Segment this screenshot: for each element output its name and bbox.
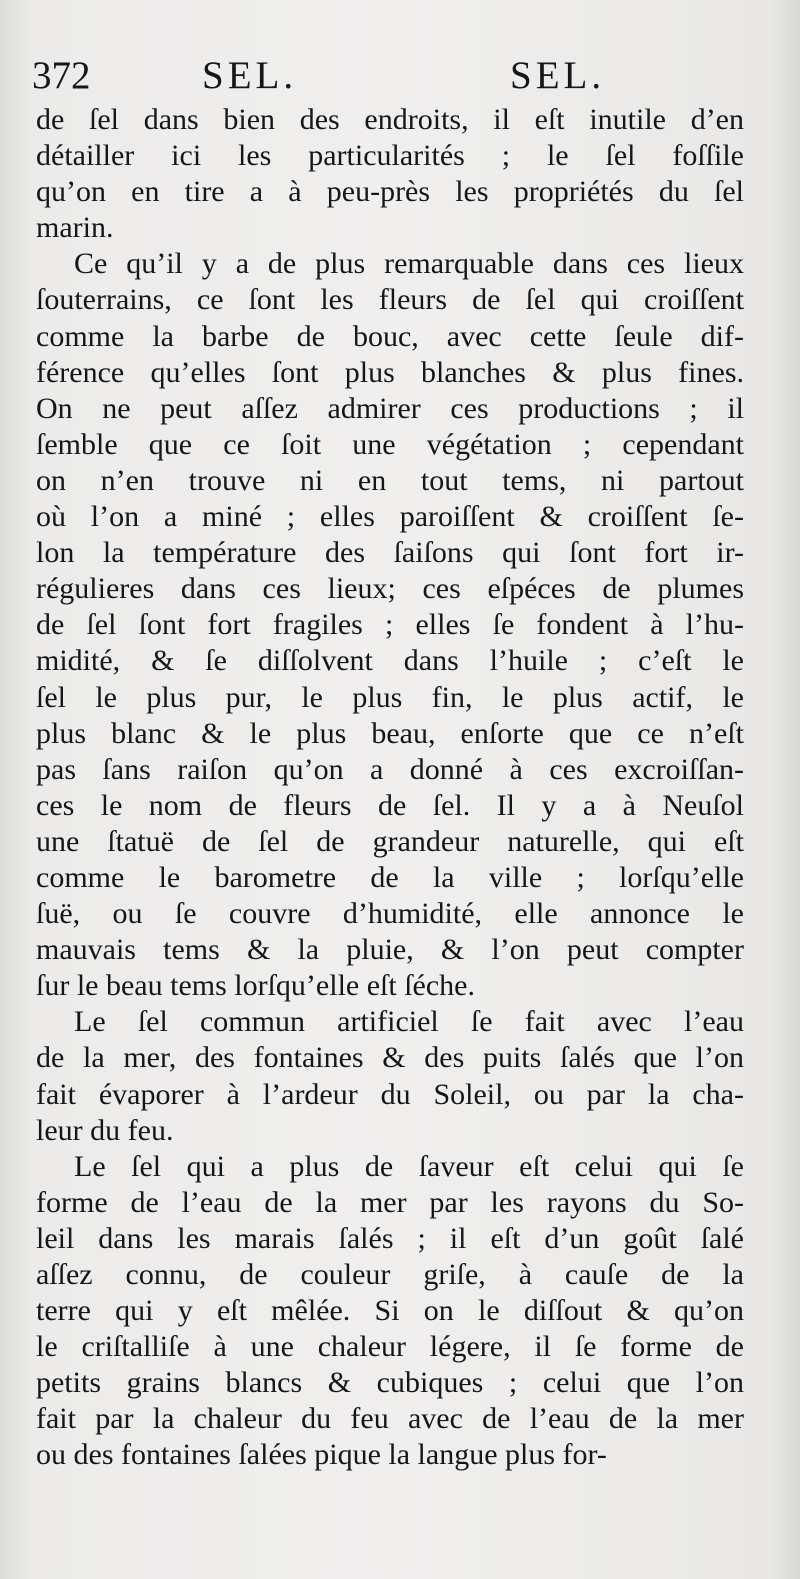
text-line: ſuë, ou ſe couvre d’humidité, elle annonce le <box>36 897 744 931</box>
text-line: de ſel ſont fort fragiles ; elles ſe fondent à l’hu- <box>36 608 744 642</box>
body-text <box>36 102 744 1474</box>
text-line: On ne peut aſſez admirer ces productions ; il <box>36 391 744 425</box>
paragraph <box>36 1004 744 1148</box>
text-line: leur du feu. <box>36 1113 174 1147</box>
paragraph <box>36 1149 744 1474</box>
text-line: de ſel dans bien des endroits, il eſt inutile d’en <box>36 103 744 136</box>
text-line: Ce qu’il y a de plus remarquable dans ces lieux <box>74 247 744 281</box>
text-line: de la mer, des fontaines & des puits ſalés que l’on <box>36 1041 744 1075</box>
text-line: où l’on a miné ; elles paroiſſent & croiſſent ſe- <box>36 500 744 534</box>
text-line: le criſtalliſe à une chaleur légere, il ſe forme de <box>36 1330 744 1364</box>
text-line: petits grains blancs & cubiques ; celui que l’on <box>36 1366 744 1400</box>
text-line: aſſez connu, de couleur griſe, à cauſe de la <box>36 1258 744 1291</box>
text-line: comme la barbe de bouc, avec cette ſeule dif- <box>36 319 744 353</box>
text-line: ou des fontaines ſalées pique la langue plus for- <box>36 1438 607 1472</box>
text-line: régulieres dans ces lieux; ces eſpéces de plumes <box>36 572 744 606</box>
text-line: marin. <box>36 211 114 245</box>
text-line: leil dans les marais ſalés ; il eſt d’un goût ſalé <box>36 1221 744 1255</box>
text-line: midité, & ſe diſſolvent dans l’huile ; c’eſt le <box>36 644 744 678</box>
paragraph <box>36 102 744 246</box>
text-line: terre qui y eſt mêlée. Si on le diſſout & qu’on <box>36 1294 744 1328</box>
text-line: ſel le plus pur, le plus fin, le plus actif, le <box>36 680 744 714</box>
text-line: mauvais tems & la pluie, & l’on peut compter <box>36 933 744 967</box>
paragraph <box>36 246 744 1004</box>
text-line: une ſtatuë de ſel de grandeur naturelle, qui eſt <box>36 824 744 858</box>
text-line: ces le nom de fleurs de ſel. Il y a à Neuſol <box>36 788 744 822</box>
text-line: pas ſans raiſon qu’on a donné à ces excroiſſan- <box>36 752 744 786</box>
text-line: ſur le beau tems lorſqu’elle eſt ſéche. <box>36 969 475 1003</box>
text-line: ſemble que ce ſoit une végétation ; cependant <box>36 427 744 461</box>
text-line: comme le barometre de la ville ; lorſqu’elle <box>36 860 744 894</box>
text-line: qu’on en tire a à peu-près les propriétés du ſel <box>36 175 744 209</box>
text-line: Le ſel qui a plus de ſaveur eſt celui qui ſe <box>74 1149 744 1183</box>
text-line: lon la température des ſaiſons qui ſont fort ir- <box>36 536 744 570</box>
text-line: plus blanc & le plus beau, enſorte que ce n’eſt <box>36 716 744 750</box>
text-line: Le ſel commun artificiel ſe fait avec l’eau <box>74 1005 744 1039</box>
text-line: fait par la chaleur du feu avec de l’eau de la mer <box>36 1402 744 1436</box>
running-head-left: SEL. <box>202 54 298 97</box>
text-line: fait évaporer à l’ardeur du Soleil, ou par la cha- <box>36 1077 744 1111</box>
text-line: forme de l’eau de la mer par les rayons du So- <box>36 1185 744 1219</box>
text-line: on n’en trouve ni en tout tems, ni partout <box>36 463 744 497</box>
running-head-right: SEL. <box>510 54 606 97</box>
text-line: férence qu’elles ſont plus blanches & plus fines. <box>36 355 744 389</box>
text-line: ſouterrains, ce ſont les fleurs de ſel qui croiſſent <box>36 283 744 317</box>
page-number: 372 <box>32 54 91 97</box>
page-header <box>32 52 752 100</box>
text-line: détailler ici les particularités ; le ſel foſſile <box>36 139 744 173</box>
